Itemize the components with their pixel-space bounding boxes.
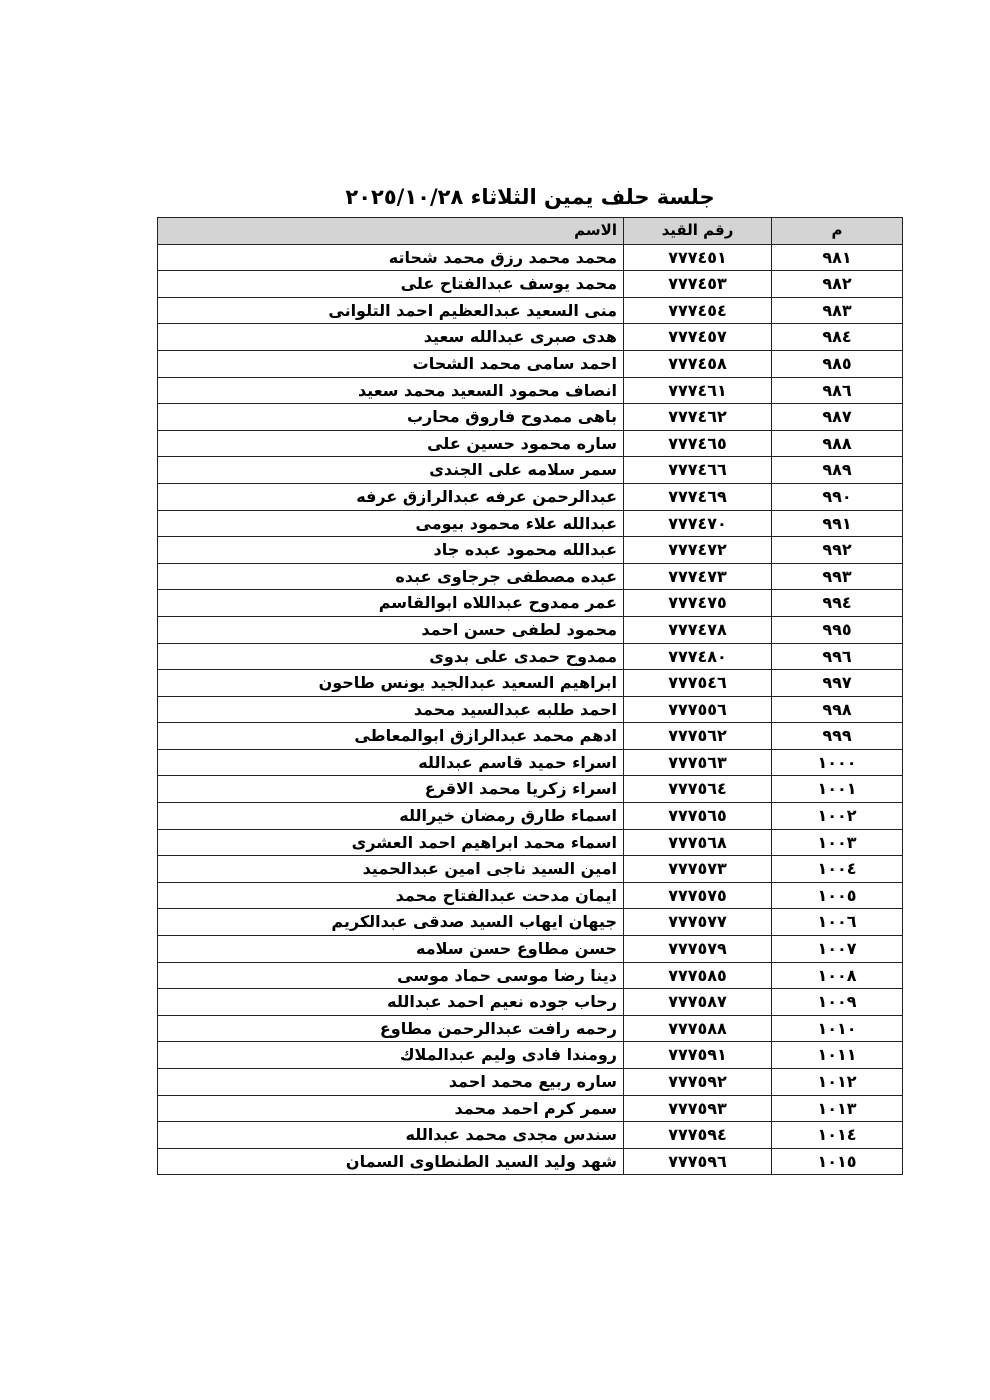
- row-number-cell: ٩٨٥: [772, 350, 903, 377]
- name-cell: محمد محمد رزق محمد شحاته: [158, 244, 624, 271]
- name-cell: دينا رضا موسى حماد موسى: [158, 962, 624, 989]
- name-cell: اسماء طارق رمضان خيرالله: [158, 803, 624, 830]
- table-row: [158, 430, 903, 457]
- name-cell: احمد سامى محمد الشحات: [158, 350, 624, 377]
- registration-number-cell: ٧٧٧٤٧٣: [624, 563, 772, 590]
- row-number-cell: ١٠١١: [772, 1042, 903, 1069]
- table-row: [158, 1095, 903, 1122]
- name-cell: محمد يوسف عبدالفتاح على: [158, 271, 624, 298]
- registration-number-cell: ٧٧٧٤٥٣: [624, 271, 772, 298]
- table-row: [158, 324, 903, 351]
- table-row: [158, 590, 903, 617]
- row-number-cell: ٩٩٧: [772, 670, 903, 697]
- table-row: [158, 1148, 903, 1175]
- registration-number-cell: ٧٧٧٤٧٥: [624, 590, 772, 617]
- registration-number-cell: ٧٧٧٤٧٨: [624, 616, 772, 643]
- row-number-cell: ٩٨٩: [772, 457, 903, 484]
- row-number-cell: ١٠٠٦: [772, 909, 903, 936]
- row-number-cell: ١٠٠٩: [772, 989, 903, 1016]
- table-row: [158, 989, 903, 1016]
- registration-number-cell: ٧٧٧٥٦٨: [624, 829, 772, 856]
- registration-number-cell: ٧٧٧٥٦٢: [624, 723, 772, 750]
- row-number-cell: ١٠١٤: [772, 1122, 903, 1149]
- registration-number-cell: ٧٧٧٥٧٩: [624, 936, 772, 963]
- name-cell: ايمان مدحت عبدالفتاح محمد: [158, 882, 624, 909]
- row-number-cell: ١٠٠١: [772, 776, 903, 803]
- row-number-cell: ١٠١٢: [772, 1069, 903, 1096]
- table-row: [158, 350, 903, 377]
- row-number-cell: ١٠٠٥: [772, 882, 903, 909]
- registration-number-cell: ٧٧٧٥٩٤: [624, 1122, 772, 1149]
- table-row: [158, 776, 903, 803]
- row-number-cell: ١٠٠٨: [772, 962, 903, 989]
- row-number-cell: ٩٩١: [772, 510, 903, 537]
- table-row: [158, 882, 903, 909]
- table-row: [158, 749, 903, 776]
- oath-roster-table: [157, 217, 903, 1175]
- table-row: [158, 616, 903, 643]
- registration-number-cell: ٧٧٧٥٧٥: [624, 882, 772, 909]
- registration-number-cell: ٧٧٧٤٨٠: [624, 643, 772, 670]
- registration-number-cell: ٧٧٧٤٧٢: [624, 537, 772, 564]
- row-number-cell: ١٠١٠: [772, 1015, 903, 1042]
- registration-number-cell: ٧٧٧٥٩٣: [624, 1095, 772, 1122]
- registration-number-cell: ٧٧٧٥٩٢: [624, 1069, 772, 1096]
- table-header-row: [158, 218, 903, 245]
- row-number-cell: ١٠٠٠: [772, 749, 903, 776]
- row-number-cell: ٩٩٨: [772, 696, 903, 723]
- row-number-cell: ١٠٠٧: [772, 936, 903, 963]
- table-row: [158, 404, 903, 431]
- column-header-name: الاسم: [158, 218, 624, 245]
- table-row: [158, 1015, 903, 1042]
- row-number-cell: ١٠٠٣: [772, 829, 903, 856]
- name-cell: عبدالله محمود عبده جاد: [158, 537, 624, 564]
- table-row: [158, 670, 903, 697]
- row-number-cell: ١٠١٥: [772, 1148, 903, 1175]
- table-row: [158, 1122, 903, 1149]
- registration-number-cell: ٧٧٧٥٦٥: [624, 803, 772, 830]
- table-row: [158, 909, 903, 936]
- name-cell: انصاف محمود السعيد محمد سعيد: [158, 377, 624, 404]
- row-number-cell: ٩٨٤: [772, 324, 903, 351]
- table-row: [158, 457, 903, 484]
- table-row: [158, 271, 903, 298]
- column-header-registration-number: رقم القيد: [624, 218, 772, 245]
- name-cell: ساره محمود حسين على: [158, 430, 624, 457]
- registration-number-cell: ٧٧٧٥٤٦: [624, 670, 772, 697]
- table-row: [158, 723, 903, 750]
- row-number-cell: ٩٨٣: [772, 297, 903, 324]
- registration-number-cell: ٧٧٧٤٦٥: [624, 430, 772, 457]
- table-row: [158, 483, 903, 510]
- table-body: [158, 244, 903, 1175]
- table-row: [158, 510, 903, 537]
- row-number-cell: ٩٩٢: [772, 537, 903, 564]
- registration-number-cell: ٧٧٧٤٥١: [624, 244, 772, 271]
- name-cell: منى السعيد عبدالعظيم احمد التلوانى: [158, 297, 624, 324]
- name-cell: اسراء زكريا محمد الاقرع: [158, 776, 624, 803]
- name-cell: عبده مصطفى جرجاوى عبده: [158, 563, 624, 590]
- table-row: [158, 803, 903, 830]
- registration-number-cell: ٧٧٧٥٦٤: [624, 776, 772, 803]
- name-cell: هدى صبرى عبدالله سعيد: [158, 324, 624, 351]
- table-row: [158, 297, 903, 324]
- registration-number-cell: ٧٧٧٤٦٩: [624, 483, 772, 510]
- name-cell: ساره ربيع محمد احمد: [158, 1069, 624, 1096]
- table-row: [158, 1069, 903, 1096]
- table-row: [158, 643, 903, 670]
- row-number-cell: ٩٩٦: [772, 643, 903, 670]
- registration-number-cell: ٧٧٧٥٨٥: [624, 962, 772, 989]
- name-cell: احمد طلبه عبدالسيد محمد: [158, 696, 624, 723]
- row-number-cell: ٩٨٢: [772, 271, 903, 298]
- registration-number-cell: ٧٧٧٤٧٠: [624, 510, 772, 537]
- name-cell: اسماء محمد ابراهيم احمد العشرى: [158, 829, 624, 856]
- name-cell: شهد وليد السيد الطنطاوى السمان: [158, 1148, 624, 1175]
- row-number-cell: ٩٩٥: [772, 616, 903, 643]
- registration-number-cell: ٧٧٧٥٩١: [624, 1042, 772, 1069]
- name-cell: رومندا فادى وليم عبدالملاك: [158, 1042, 624, 1069]
- row-number-cell: ٩٨٧: [772, 404, 903, 431]
- name-cell: سمر كرم احمد محمد: [158, 1095, 624, 1122]
- registration-number-cell: ٧٧٧٤٥٧: [624, 324, 772, 351]
- registration-number-cell: ٧٧٧٥٧٧: [624, 909, 772, 936]
- registration-number-cell: ٧٧٧٤٦١: [624, 377, 772, 404]
- registration-number-cell: ٧٧٧٥٨٨: [624, 1015, 772, 1042]
- name-cell: سندس مجدى محمد عبدالله: [158, 1122, 624, 1149]
- table-row: [158, 563, 903, 590]
- name-cell: رحاب جوده نعيم احمد عبدالله: [158, 989, 624, 1016]
- name-cell: عبدالرحمن عرفه عبدالرازق عرفه: [158, 483, 624, 510]
- row-number-cell: ٩٩٣: [772, 563, 903, 590]
- registration-number-cell: ٧٧٧٥٧٣: [624, 856, 772, 883]
- name-cell: حسن مطاوع حسن سلامه: [158, 936, 624, 963]
- name-cell: ممدوح حمدى على بدوى: [158, 643, 624, 670]
- row-number-cell: ٩٩٤: [772, 590, 903, 617]
- row-number-cell: ٩٩٠: [772, 483, 903, 510]
- row-number-cell: ٩٩٩: [772, 723, 903, 750]
- registration-number-cell: ٧٧٧٤٦٢: [624, 404, 772, 431]
- registration-number-cell: ٧٧٧٥٦٣: [624, 749, 772, 776]
- row-number-cell: ٩٨١: [772, 244, 903, 271]
- name-cell: عبدالله علاء محمود بيومى: [158, 510, 624, 537]
- registration-number-cell: ٧٧٧٥٨٧: [624, 989, 772, 1016]
- name-cell: اسراء حميد قاسم عبدالله: [158, 749, 624, 776]
- column-header-number: م: [772, 218, 903, 245]
- name-cell: جيهان ايهاب السيد صدقى عبدالكريم: [158, 909, 624, 936]
- row-number-cell: ١٠٠٤: [772, 856, 903, 883]
- registration-number-cell: ٧٧٧٥٥٦: [624, 696, 772, 723]
- table-row: [158, 1042, 903, 1069]
- table-row: [158, 829, 903, 856]
- row-number-cell: ١٠١٣: [772, 1095, 903, 1122]
- row-number-cell: ١٠٠٢: [772, 803, 903, 830]
- table-row: [158, 696, 903, 723]
- name-cell: ابراهيم السعيد عبدالجيد يونس طاحون: [158, 670, 624, 697]
- table-row: [158, 856, 903, 883]
- name-cell: محمود لطفى حسن احمد: [158, 616, 624, 643]
- registration-number-cell: ٧٧٧٥٩٦: [624, 1148, 772, 1175]
- table-row: [158, 244, 903, 271]
- table-row: [158, 377, 903, 404]
- row-number-cell: ٩٨٨: [772, 430, 903, 457]
- name-cell: سمر سلامه على الجندى: [158, 457, 624, 484]
- name-cell: ادهم محمد عبدالرازق ابوالمعاطى: [158, 723, 624, 750]
- row-number-cell: ٩٨٦: [772, 377, 903, 404]
- registration-number-cell: ٧٧٧٤٥٨: [624, 350, 772, 377]
- name-cell: باهى ممدوح فاروق محارب: [158, 404, 624, 431]
- name-cell: عمر ممدوح عبداللاه ابوالقاسم: [158, 590, 624, 617]
- registration-number-cell: ٧٧٧٤٦٦: [624, 457, 772, 484]
- table-row: [158, 936, 903, 963]
- name-cell: رحمه رافت عبدالرحمن مطاوع: [158, 1015, 624, 1042]
- table-row: [158, 537, 903, 564]
- table-row: [158, 962, 903, 989]
- page-title: جلسة حلف يمين الثلاثاء ٢٠٢٥/١٠/٢٨: [345, 185, 715, 209]
- registration-number-cell: ٧٧٧٤٥٤: [624, 297, 772, 324]
- name-cell: امين السيد ناجى امين عبدالحميد: [158, 856, 624, 883]
